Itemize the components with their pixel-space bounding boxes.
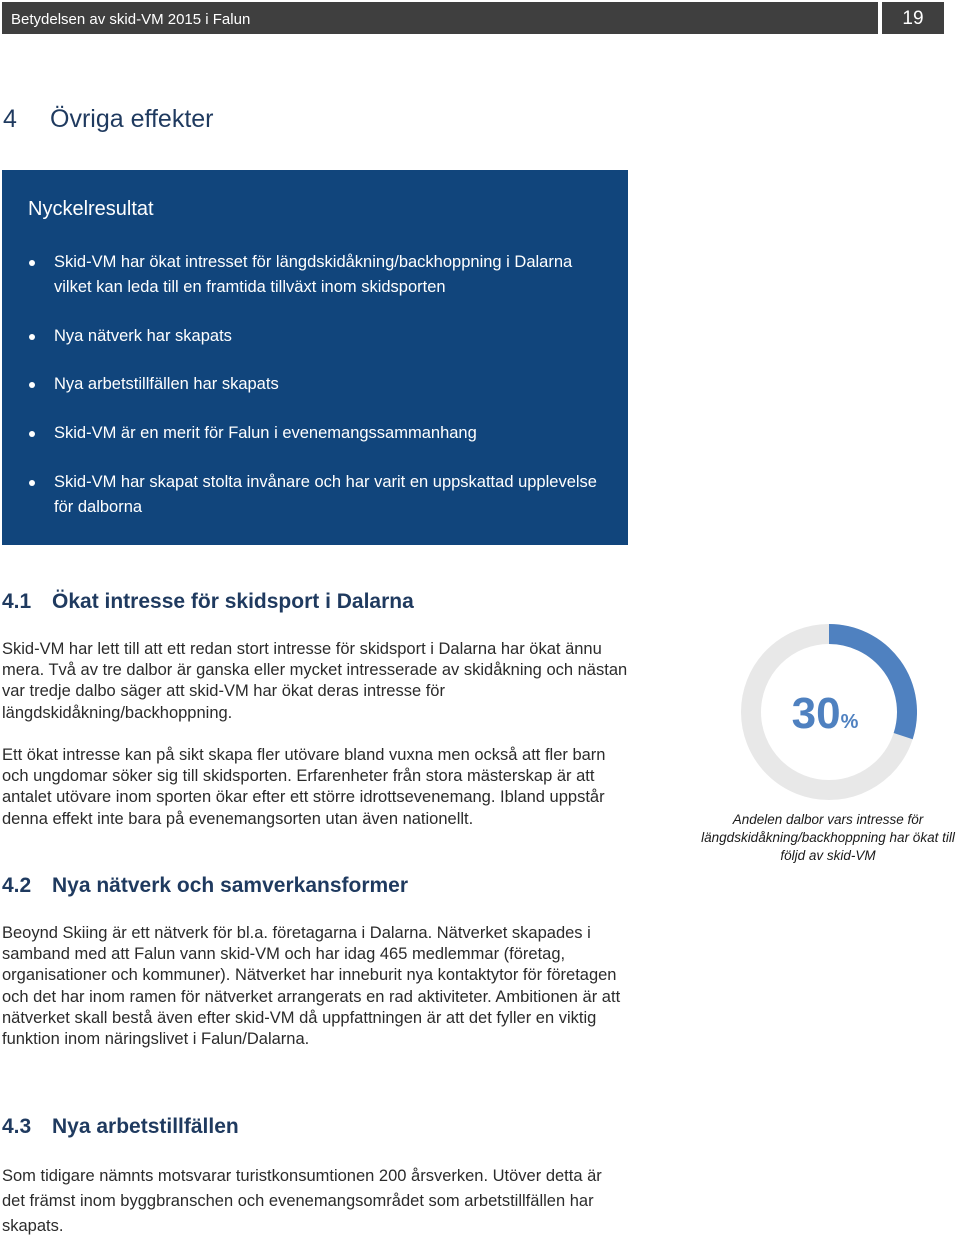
bullet-icon [29, 480, 35, 486]
section-heading-4-2 [2, 874, 408, 898]
paragraph: Som tidigare nämnts motsvarar turistkonsumtionen 200 årsverken. Utöver detta är det främst inom byggbranschen och evenemangsområdet som arbetstillfällen har skapats. [2, 1167, 602, 1235]
percentage-donut-chart [741, 624, 917, 800]
chart-caption: Andelen dalbor vars intresse för längdskidåkning/backhoppning har ökat till följd av skid-VM [701, 812, 955, 863]
chapter-title: Övriga effekter [50, 105, 214, 133]
section-title: Nya arbetstillfällen [52, 1115, 239, 1138]
section-heading-4-3 [2, 1115, 239, 1139]
donut-unit: % [840, 711, 859, 733]
key-result-item [54, 372, 604, 397]
key-result-text: Skid-VM är en merit för Falun i evenemangssammanhang [54, 424, 477, 442]
key-results-box [2, 170, 628, 545]
key-results-title: Nyckelresultat [28, 198, 154, 220]
bullet-icon [29, 382, 35, 388]
key-result-text: Skid-VM har ökat intresset för längdskidåkning/backhoppning i Dalarna vilket kan leda till en framtida tillväxt inom skidsporten [54, 253, 573, 296]
donut-value: 30 [791, 689, 841, 738]
bullet-icon [29, 334, 35, 340]
donut-label [792, 689, 859, 738]
key-result-text: Nya nätverk har skapats [54, 327, 232, 345]
page-number: 19 [882, 2, 944, 34]
key-result-item [54, 250, 604, 300]
section-title: Nya nätverk och samverkansformer [52, 874, 409, 897]
chapter-number: 4 [3, 105, 17, 133]
key-result-item [54, 421, 604, 446]
chapter-heading [3, 105, 214, 134]
key-result-item [54, 324, 604, 349]
paragraph: Beoynd Skiing är ett nätverk för bl.a. företagarna i Dalarna. Nätverket skapades i samband med att Falun vann skid-VM och har idag 465 medlemmar (företag, organisationer och kommuner). Nätverket har inneburit nya kontaktytor för företagen och det har inom ramen för nätverket arrangerats en rad aktiviteter. Ambitionen är att nätverket skall bestå även efter skid-VM då uppfattningen är att det fyller en viktig funktion inom näringslivet i Falun/Dalarna. [2, 924, 621, 1049]
section-number: 4.1 [2, 590, 32, 613]
section-heading-4-1 [2, 590, 414, 614]
key-result-text: Skid-VM har skapat stolta invånare och har varit en uppskattad upplevelse för dalborna [54, 473, 597, 516]
section-number: 4.2 [2, 874, 32, 897]
section-title: Ökat intresse för skidsport i Dalarna [52, 590, 414, 613]
paragraph: Ett ökat intresse kan på sikt skapa fler utövare bland vuxna men också att fler barn och ungdomar söker sig till skidsporten. Erfarenheter från stora mästerskap är att antalet utövare inom sporten ökar efter ett större idrottsevenemang. Ibland uppstår denna effekt inte bara på evenemangsorten utan även nationellt. [2, 746, 606, 828]
section-number: 4.3 [2, 1115, 32, 1138]
key-result-item [54, 470, 604, 520]
paragraph: Skid-VM har lett till att ett redan stort intresse för skidsport i Dalarna har ökat ännu mera. Två av tre dalbor är ganska eller mycket intresserade av skidåkning och nästan var tredje dalbo säger att skid-VM har ökat deras intresse för längdskidåkning/backhoppning. [2, 640, 628, 722]
running-header [2, 2, 878, 34]
header-title: Betydelsen av skid-VM 2015 i Falun [11, 11, 251, 28]
bullet-icon [29, 431, 35, 437]
key-result-text: Nya arbetstillfällen har skapats [54, 375, 279, 393]
bullet-icon [29, 260, 35, 266]
